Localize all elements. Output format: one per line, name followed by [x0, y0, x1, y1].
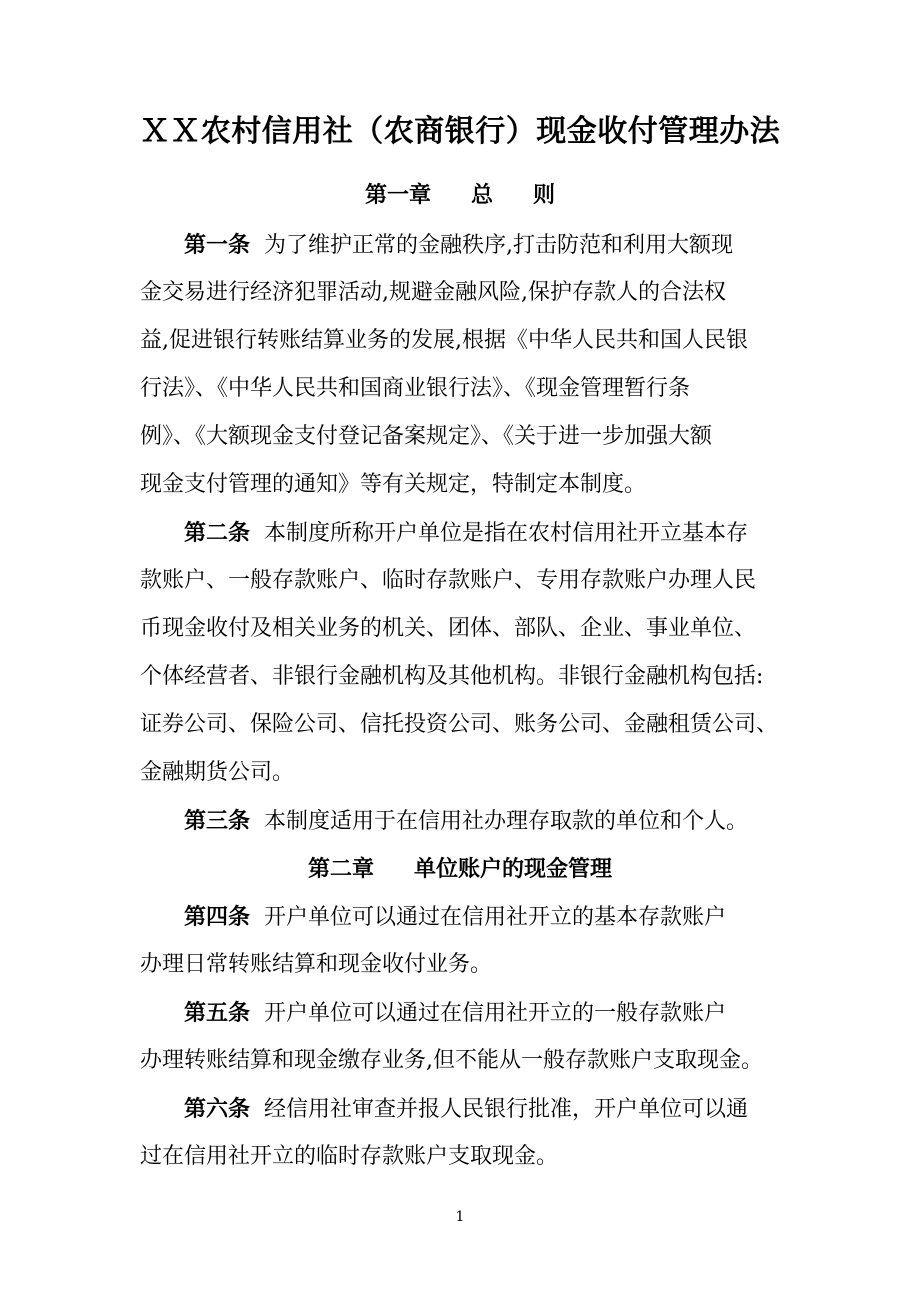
article-label: 第六条: [184, 1096, 251, 1122]
article-line: 第五条 开户单位可以通过在信用社开立的一般存款账户: [184, 1000, 727, 1026]
chapter-title-char-b: 则: [533, 182, 556, 208]
article-line: 办理转账结算和现金缴存业务,但不能从一般存款账户支取现金。: [140, 1048, 763, 1073]
article-line: 例》、《大额现金支付登记备案规定》、《关于进一步加强大额: [140, 424, 713, 449]
article-label: 第一条: [184, 232, 251, 258]
chapter-label: 第一章: [364, 182, 431, 208]
article-line: 币现金收付及相关业务的机关、团体、部队、企业、事业单位、: [140, 616, 757, 641]
article-line: 金融期货公司。: [140, 760, 295, 785]
chapter-heading-2: [0, 854, 920, 884]
article-line: 款账户、一般存款账户、临时存款账户、专用存款账户办理人民: [140, 568, 757, 593]
article-6: [140, 1085, 785, 1181]
article-line: 益,促进银行转账结算业务的发展,根据《中华人民共和国人民银: [140, 328, 748, 353]
article-line: 第一条 为了维护正常的金融秩序,打击防范和利用大额现: [184, 232, 734, 258]
chapter-label: 第二章: [307, 856, 374, 882]
article-label: 第四条: [184, 904, 251, 930]
article-5: [140, 989, 785, 1085]
document-title: ＸＸ农村信用社（农商银行）现金收付管理办法: [139, 114, 781, 149]
chapter-heading-1: [0, 180, 920, 210]
chapter-title-char-a: 总: [470, 182, 493, 208]
article-3: [140, 797, 785, 845]
chapter-title: 单位账户的现金管理: [414, 856, 613, 882]
article-line: 现金支付管理的通知》等有关规定，特制定本制度。: [140, 472, 647, 497]
page-number: 1: [455, 1209, 465, 1225]
article-line: 第二条 本制度所称开户单位是指在农村信用社开立基本存: [184, 520, 749, 546]
article-line: 金交易进行经济犯罪活动,规避金融风险,保护存款人的合法权: [140, 280, 726, 305]
article-line: 第三条 本制度适用于在信用社办理存取款的单位和个人。: [184, 808, 749, 834]
article-label: 第三条: [184, 808, 251, 834]
article-line: 第四条 开户单位可以通过在信用社开立的基本存款账户: [184, 904, 727, 930]
article-1: [140, 221, 785, 509]
article-label: 第二条: [184, 520, 251, 546]
article-line: 行法》、《中华人民共和国商业银行法》、《现金管理暂行条: [140, 376, 691, 401]
article-line: 过在信用社开立的临时存款账户支取现金。: [140, 1144, 559, 1169]
article-2: [140, 509, 785, 797]
article-4: [140, 893, 785, 989]
article-line: 办理日常转账结算和现金收付业务。: [140, 952, 493, 977]
article-line: 第六条 经信用社审查并报人民银行批准，开户单位可以通: [184, 1096, 749, 1122]
article-line: 证券公司、保险公司、信托投资公司、账务公司、金融租赁公司、: [140, 712, 779, 737]
article-line: 个体经营者、非银行金融机构及其他机构。非银行金融机构包括:: [140, 664, 764, 689]
article-label: 第五条: [184, 1000, 251, 1026]
